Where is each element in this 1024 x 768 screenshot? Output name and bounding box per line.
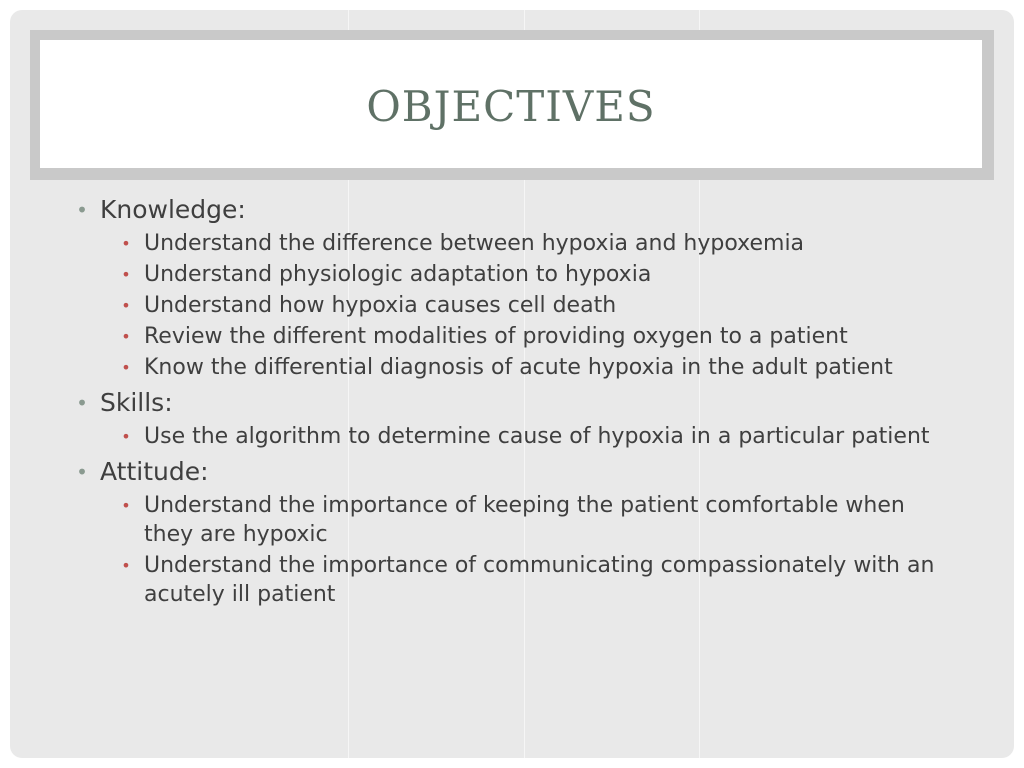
section-heading-attitude: [72, 455, 972, 489]
list-item-text: Review the different modalities of providing oxygen to a patient: [144, 324, 848, 349]
section-heading-text: Knowledge:: [100, 195, 246, 224]
list-item-text: Understand the importance of communicating compassionately with an acutely ill patient: [144, 553, 935, 607]
bullet-list: [72, 193, 972, 609]
slide-title: OBJECTIVES: [366, 81, 656, 131]
bullet-icon: •: [121, 296, 131, 315]
list-item: [72, 353, 972, 382]
list-item-text: Know the differential diagnosis of acute hypoxia in the adult patient: [144, 355, 893, 380]
section-heading-knowledge: [72, 193, 972, 227]
list-item-text: Use the algorithm to determine cause of hypoxia in a particular patient: [144, 424, 930, 449]
list-item-text: Understand how hypoxia causes cell death: [144, 293, 617, 318]
list-item: [72, 322, 972, 351]
title-box: [40, 40, 982, 168]
list-item: [72, 491, 972, 549]
list-item-text: Understand the importance of keeping the patient comfortable when they are hypoxic: [144, 493, 905, 547]
bullet-icon: •: [121, 358, 131, 377]
bullet-icon: •: [121, 265, 131, 284]
bullet-icon: •: [76, 198, 88, 222]
bullet-icon: •: [121, 496, 131, 515]
bullet-icon: •: [121, 234, 131, 253]
list-item-text: Understand the difference between hypoxia and hypoxemia: [144, 231, 805, 256]
bullet-icon: •: [76, 460, 88, 484]
bullet-icon: •: [121, 327, 131, 346]
list-item: [72, 260, 972, 289]
bullet-icon: •: [76, 391, 88, 415]
section-heading-text: Attitude:: [100, 457, 209, 486]
list-item: [72, 551, 972, 609]
bullet-icon: •: [121, 427, 131, 446]
section-heading-skills: [72, 386, 972, 420]
title-frame: [30, 30, 994, 180]
list-item-text: Understand physiologic adaptation to hypoxia: [144, 262, 652, 287]
section-heading-text: Skills:: [100, 388, 173, 417]
slide: [10, 10, 1014, 758]
bullet-icon: •: [121, 556, 131, 575]
list-item: [72, 229, 972, 258]
list-item: [72, 422, 972, 451]
list-item: [72, 291, 972, 320]
